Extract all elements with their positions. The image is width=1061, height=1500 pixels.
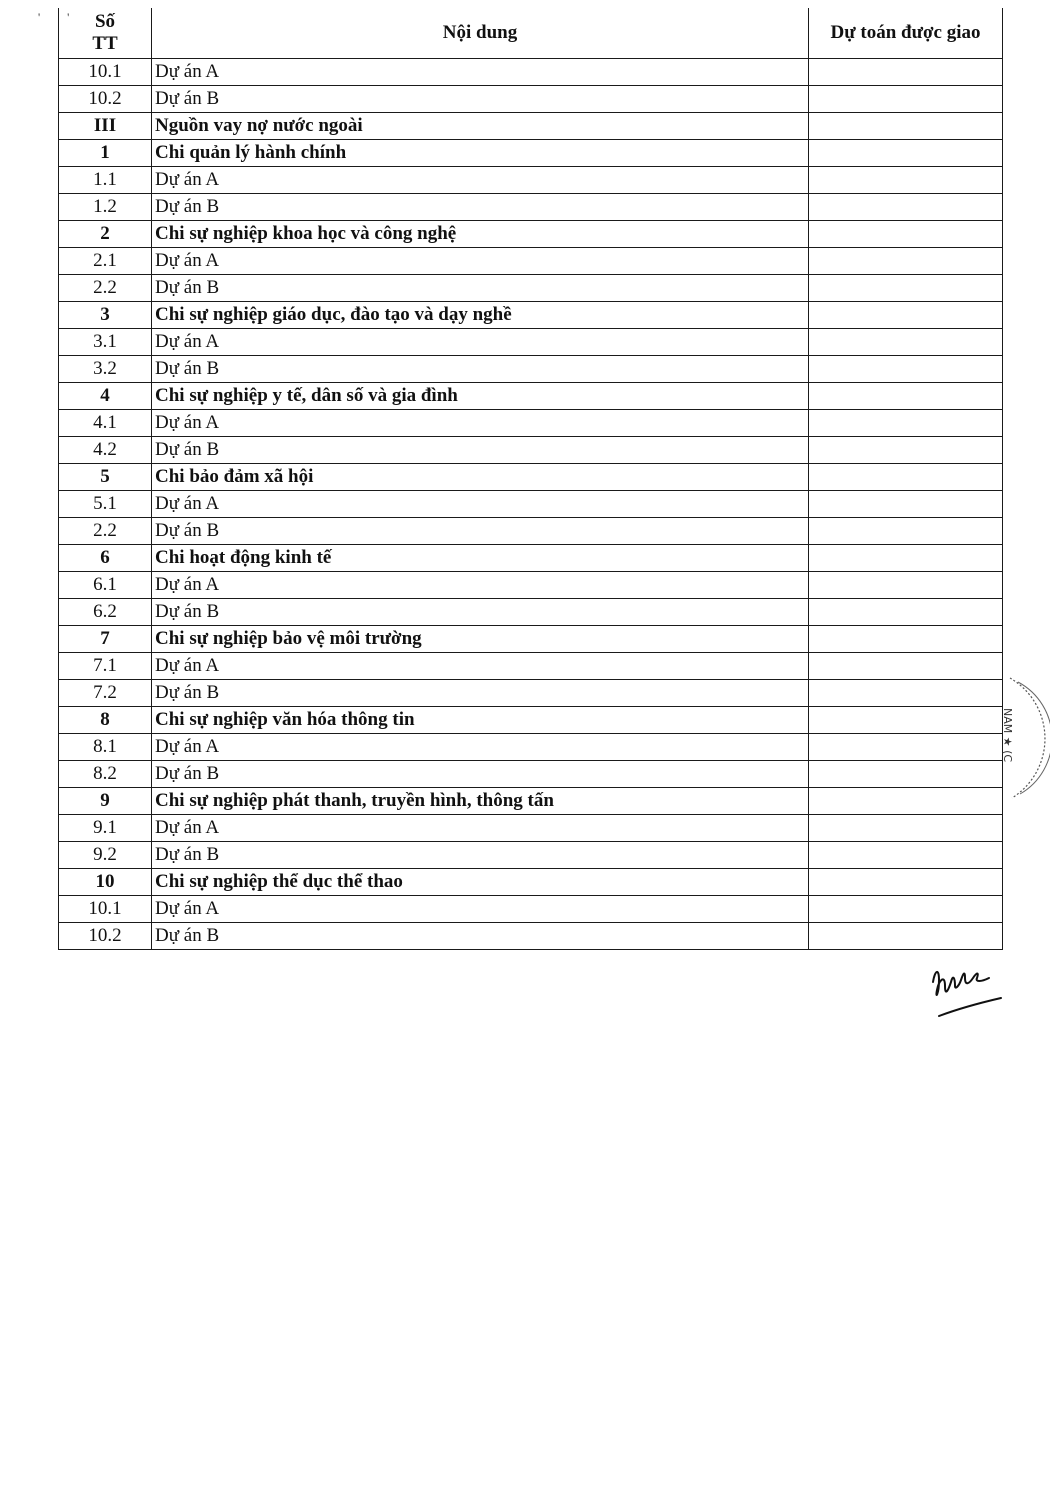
item-row bbox=[59, 356, 1003, 383]
row-number: 4.2 bbox=[59, 437, 152, 464]
item-row bbox=[59, 167, 1003, 194]
row-content: Dự án A bbox=[152, 572, 809, 599]
row-budget bbox=[809, 410, 1003, 437]
row-budget bbox=[809, 167, 1003, 194]
row-number: 6.1 bbox=[59, 572, 152, 599]
row-number: 10.1 bbox=[59, 59, 152, 86]
section-row bbox=[59, 707, 1003, 734]
row-number: 9 bbox=[59, 788, 152, 815]
table-header bbox=[59, 8, 1003, 59]
item-row bbox=[59, 572, 1003, 599]
row-number: 5.1 bbox=[59, 491, 152, 518]
section-row bbox=[59, 869, 1003, 896]
row-budget bbox=[809, 707, 1003, 734]
row-number: 10.2 bbox=[59, 86, 152, 113]
row-content: Dự án B bbox=[152, 275, 809, 302]
header-content: Nội dung bbox=[152, 8, 809, 59]
row-number: 1.2 bbox=[59, 194, 152, 221]
item-row bbox=[59, 761, 1003, 788]
row-number: 6.2 bbox=[59, 599, 152, 626]
row-number: 1 bbox=[59, 140, 152, 167]
row-content: Chi sự nghiệp khoa học và công nghệ bbox=[152, 221, 809, 248]
row-content: Chi sự nghiệp thể dục thể thao bbox=[152, 869, 809, 896]
row-number: 10 bbox=[59, 869, 152, 896]
row-number: 7.2 bbox=[59, 680, 152, 707]
row-budget bbox=[809, 437, 1003, 464]
row-content: Dự án A bbox=[152, 59, 809, 86]
row-budget bbox=[809, 221, 1003, 248]
header-no bbox=[59, 8, 152, 59]
row-number: 8.1 bbox=[59, 734, 152, 761]
row-content: Chi bảo đảm xã hội bbox=[152, 464, 809, 491]
row-budget bbox=[809, 896, 1003, 923]
row-budget bbox=[809, 140, 1003, 167]
row-budget bbox=[809, 761, 1003, 788]
header-row bbox=[59, 8, 1003, 59]
row-number: 3.1 bbox=[59, 329, 152, 356]
row-content: Dự án A bbox=[152, 653, 809, 680]
row-content: Dự án B bbox=[152, 356, 809, 383]
row-number: III bbox=[59, 113, 152, 140]
row-budget bbox=[809, 356, 1003, 383]
item-row bbox=[59, 410, 1003, 437]
row-content: Chi sự nghiệp giáo dục, đào tạo và dạy nghề bbox=[152, 302, 809, 329]
scan-marks: ' ' bbox=[38, 10, 82, 24]
row-content: Dự án A bbox=[152, 248, 809, 275]
row-budget bbox=[809, 869, 1003, 896]
item-row bbox=[59, 491, 1003, 518]
row-content: Chi sự nghiệp văn hóa thông tin bbox=[152, 707, 809, 734]
row-content: Dự án B bbox=[152, 86, 809, 113]
item-row bbox=[59, 329, 1003, 356]
row-content: Chi hoạt động kinh tế bbox=[152, 545, 809, 572]
section-row bbox=[59, 626, 1003, 653]
row-number: 9.1 bbox=[59, 815, 152, 842]
row-budget bbox=[809, 518, 1003, 545]
item-row bbox=[59, 680, 1003, 707]
row-number: 4 bbox=[59, 383, 152, 410]
row-content: Dự án A bbox=[152, 896, 809, 923]
header-no-line2: TT bbox=[92, 33, 118, 54]
row-content: Dự án B bbox=[152, 842, 809, 869]
row-number: 10.2 bbox=[59, 923, 152, 950]
stamp-seal-edge bbox=[990, 668, 1050, 808]
row-budget bbox=[809, 464, 1003, 491]
section-row bbox=[59, 464, 1003, 491]
signature bbox=[925, 960, 1005, 1024]
table-body bbox=[59, 59, 1003, 950]
section-row bbox=[59, 140, 1003, 167]
row-number: 7 bbox=[59, 626, 152, 653]
row-budget bbox=[809, 788, 1003, 815]
row-content: Chi sự nghiệp y tế, dân số và gia đình bbox=[152, 383, 809, 410]
item-row bbox=[59, 923, 1003, 950]
row-number: 10.1 bbox=[59, 896, 152, 923]
seal-text: NAM ★ (C bbox=[1001, 708, 1014, 763]
row-budget bbox=[809, 59, 1003, 86]
row-budget bbox=[809, 194, 1003, 221]
section-row bbox=[59, 788, 1003, 815]
item-row bbox=[59, 194, 1003, 221]
row-number: 5 bbox=[59, 464, 152, 491]
row-number: 3 bbox=[59, 302, 152, 329]
row-content: Chi quản lý hành chính bbox=[152, 140, 809, 167]
row-budget bbox=[809, 329, 1003, 356]
row-budget bbox=[809, 248, 1003, 275]
row-content: Dự án B bbox=[152, 194, 809, 221]
section-row bbox=[59, 302, 1003, 329]
row-content: Dự án A bbox=[152, 167, 809, 194]
row-budget bbox=[809, 491, 1003, 518]
row-content: Dự án A bbox=[152, 734, 809, 761]
row-budget bbox=[809, 680, 1003, 707]
row-content: Dự án B bbox=[152, 923, 809, 950]
row-number: 2 bbox=[59, 221, 152, 248]
row-content: Dự án A bbox=[152, 491, 809, 518]
row-number: 8.2 bbox=[59, 761, 152, 788]
item-row bbox=[59, 275, 1003, 302]
section-row bbox=[59, 383, 1003, 410]
row-budget bbox=[809, 545, 1003, 572]
row-budget bbox=[809, 86, 1003, 113]
item-row bbox=[59, 896, 1003, 923]
row-content: Chi sự nghiệp bảo vệ môi trường bbox=[152, 626, 809, 653]
row-number: 1.1 bbox=[59, 167, 152, 194]
row-number: 4.1 bbox=[59, 410, 152, 437]
item-row bbox=[59, 599, 1003, 626]
row-number: 3.2 bbox=[59, 356, 152, 383]
item-row bbox=[59, 59, 1003, 86]
row-number: 9.2 bbox=[59, 842, 152, 869]
row-number: 2.1 bbox=[59, 248, 152, 275]
row-content: Dự án B bbox=[152, 599, 809, 626]
item-row bbox=[59, 653, 1003, 680]
row-content: Dự án A bbox=[152, 410, 809, 437]
row-budget bbox=[809, 275, 1003, 302]
row-number: 2.2 bbox=[59, 275, 152, 302]
item-row bbox=[59, 815, 1003, 842]
item-row bbox=[59, 842, 1003, 869]
header-budget: Dự toán được giao bbox=[809, 8, 1003, 59]
row-budget bbox=[809, 815, 1003, 842]
item-row bbox=[59, 734, 1003, 761]
row-budget bbox=[809, 383, 1003, 410]
row-content: Dự án B bbox=[152, 437, 809, 464]
section-row bbox=[59, 545, 1003, 572]
row-content: Dự án A bbox=[152, 815, 809, 842]
row-budget bbox=[809, 302, 1003, 329]
row-content: Chi sự nghiệp phát thanh, truyền hình, thông tấn bbox=[152, 788, 809, 815]
row-budget bbox=[809, 626, 1003, 653]
row-budget bbox=[809, 734, 1003, 761]
row-budget bbox=[809, 653, 1003, 680]
row-content: Dự án B bbox=[152, 680, 809, 707]
budget-table bbox=[58, 8, 1003, 950]
row-number: 6 bbox=[59, 545, 152, 572]
item-row bbox=[59, 518, 1003, 545]
row-content: Dự án B bbox=[152, 761, 809, 788]
section-row bbox=[59, 113, 1003, 140]
row-content: Dự án A bbox=[152, 329, 809, 356]
row-budget bbox=[809, 923, 1003, 950]
row-number: 8 bbox=[59, 707, 152, 734]
row-content: Dự án B bbox=[152, 518, 809, 545]
header-no-line1: Số bbox=[94, 11, 116, 32]
item-row bbox=[59, 86, 1003, 113]
row-budget bbox=[809, 113, 1003, 140]
row-content: Nguồn vay nợ nước ngoài bbox=[152, 113, 809, 140]
row-budget bbox=[809, 572, 1003, 599]
row-number: 2.2 bbox=[59, 518, 152, 545]
row-budget bbox=[809, 599, 1003, 626]
row-number: 7.1 bbox=[59, 653, 152, 680]
section-row bbox=[59, 221, 1003, 248]
item-row bbox=[59, 437, 1003, 464]
item-row bbox=[59, 248, 1003, 275]
row-budget bbox=[809, 842, 1003, 869]
